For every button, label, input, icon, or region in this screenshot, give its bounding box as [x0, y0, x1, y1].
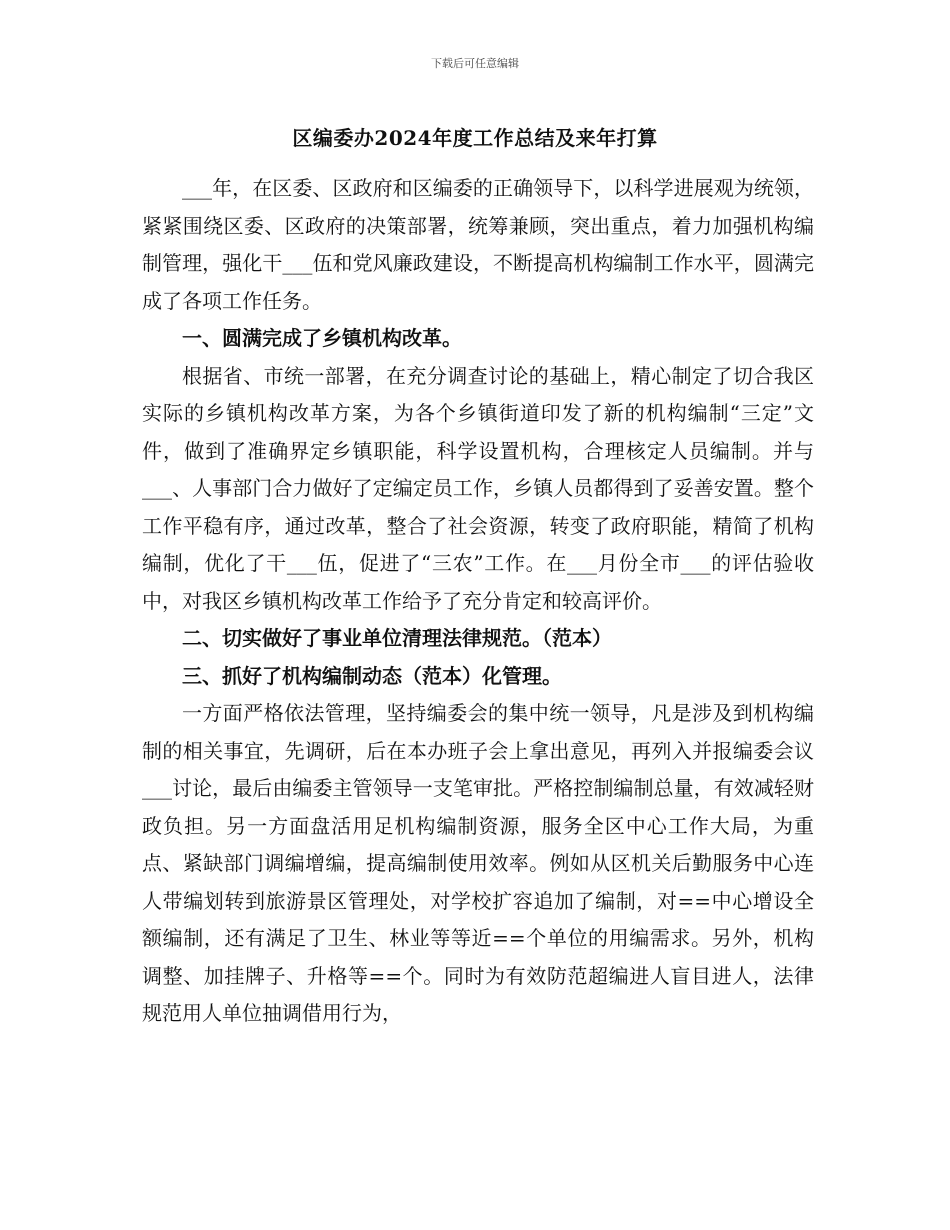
- section-1-paragraph: 根据省、市统一部署，在充分调查讨论的基础上，精心制定了切合我区实际的乡镇机构改革方案，为各个乡镇街道印发了新的机构编制“三定”文件，做到了准确界定乡镇职能，科学设置机构，合理核定人员编制。并与___、人事部门合力做好了定编定员工作，乡镇人员都得到了妥善安置。整个工作平稳有序，通过改革，整合了社会资源，转变了政府职能，精简了机构编制，优化了干___伍，促进了“三农”工作。在___月份全市___的评估验收中，对我区乡镇机构改革工作给予了充分肯定和较高评价。: [142, 363, 814, 613]
- intro-paragraph: ___年，在区委、区政府和区编委的正确领导下，以科学进展观为统领，紧紧围绕区委、区政府的决策部署，统筹兼顾，突出重点，着力加强机构编制管理，强化干___伍和党风廉政建设，不断提高机构编制工作水平，圆满完成了各项工作任务。: [142, 176, 814, 313]
- page-title: 区编委办2024年度工作总结及来年打算: [292, 126, 658, 150]
- section-heading-3: 三、抓好了机构编制动态（范本）化管理。: [182, 663, 562, 688]
- section-heading-2: 二、切实做好了事业单位清理法律规范。（范本）: [182, 626, 612, 650]
- header-note: 下载后可任意编辑: [431, 57, 519, 70]
- section-3-paragraph: 一方面严格依法管理，坚持编委会的集中统一领导，凡是涉及到机构编制的相关事宜，先调研，后在本办班子会上拿出意见，再列入并报编委会议___讨论，最后由编委主管领导一支笔审批。严格控制编制总量，有效减轻财政负担。另一方面盘活用足机构编制资源，服务全区中心工作大局，为重点、紧缺部门调编增编，提高编制使用效率。例如从区机关后勤服务中心连人带编划转到旅游景区管理处，对学校扩容追加了编制，对==中心增设全额编制，还有满足了卫生、林业等等近==个单位的用编需求。另外，机构调整、加挂牌子、升格等==个。同时为有效防范超编进人盲目进人，法律规范用人单位抽调借用行为，: [142, 701, 814, 1025]
- section-heading-1: 一、圆满完成了乡镇机构改革。: [182, 326, 462, 350]
- document-body: [142, 170, 814, 1033]
